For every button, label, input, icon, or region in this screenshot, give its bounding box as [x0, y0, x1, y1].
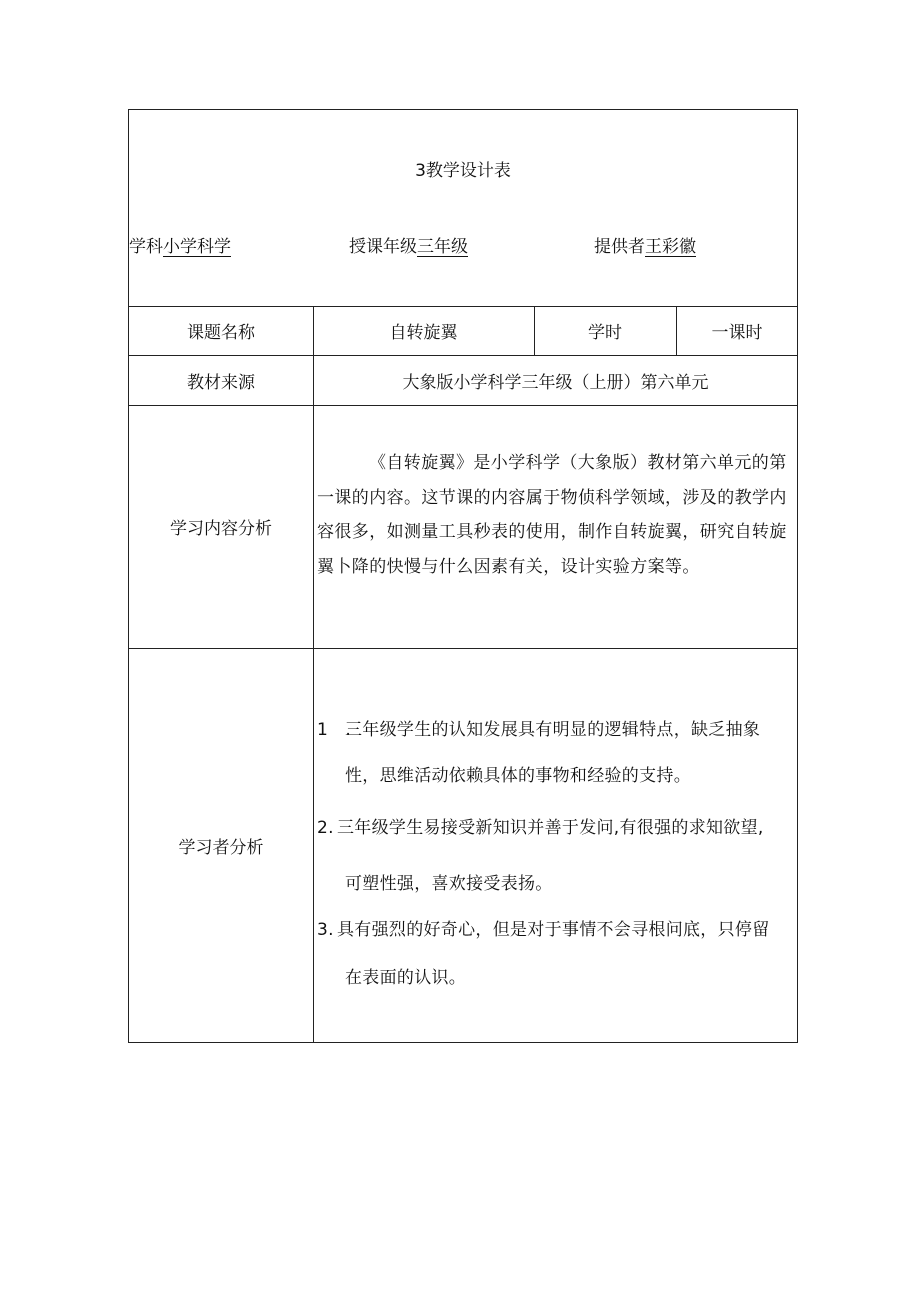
topic-value: 自转旋翼 — [389, 323, 458, 343]
subject-value: 小学科学 — [163, 237, 231, 257]
source-value: 大象版小学科学三年级（上册）第六单元 — [402, 372, 709, 393]
subject-field — [129, 239, 231, 256]
learner-item-number: 3. — [317, 920, 334, 940]
learner-item-number: 2. — [317, 818, 334, 838]
learner-item-line: 性，思维活动依赖具体的事物和经验的支持。 — [345, 766, 691, 786]
learner-item — [317, 920, 801, 988]
page-title: 3教学设计表 — [415, 161, 511, 181]
grade-field — [349, 239, 468, 256]
hours-value: 一课时 — [711, 323, 763, 343]
source-label: 教材来源 — [187, 372, 255, 393]
lesson-design-table — [128, 109, 798, 1043]
content-analysis-text: 《自转旋翼》是小学科学（大象版）教材第六单元的第一课的内容。这节课的内容属于物侦科学领域，涉及的教学内容很多，如测量工具秒表的使用，制作自转旋翼，研究自转旋翼卜降的快慢与什么因素有关，设计实验方案等。 — [317, 453, 787, 577]
learner-item-number: 1 . — [317, 720, 352, 740]
learner-item-line: 在表面的认识。 — [345, 968, 467, 988]
topic-label: 课题名称 — [187, 323, 255, 343]
content-analysis-label: 学习内容分析 — [170, 519, 272, 539]
provider-value: 王彩徽 — [645, 237, 696, 257]
learner-item-line: 三年级学生易接受新知识并善于发问,有很强的求知欲望, — [337, 818, 764, 838]
learner-item-line: 三年级学生的认知发展具有明显的逻辑特点，缺乏抽象 — [345, 720, 761, 740]
provider-field — [594, 239, 696, 256]
grade-value: 三年级 — [417, 237, 468, 257]
hours-label: 学时 — [588, 323, 622, 343]
grade-label: 授课年级 — [349, 237, 417, 257]
learner-item — [317, 720, 801, 786]
learner-item-line: 具有强烈的好奇心，但是对于事情不会寻根问底，只停留 — [337, 920, 770, 940]
subject-label: 学科 — [129, 237, 163, 257]
provider-label: 提供者 — [594, 237, 645, 257]
column-divider — [313, 306, 314, 1043]
learner-item — [317, 818, 801, 894]
learner-item-line: 可塑性强，喜欢接受表扬。 — [345, 874, 553, 894]
learner-analysis-label: 学习者分析 — [178, 838, 264, 858]
